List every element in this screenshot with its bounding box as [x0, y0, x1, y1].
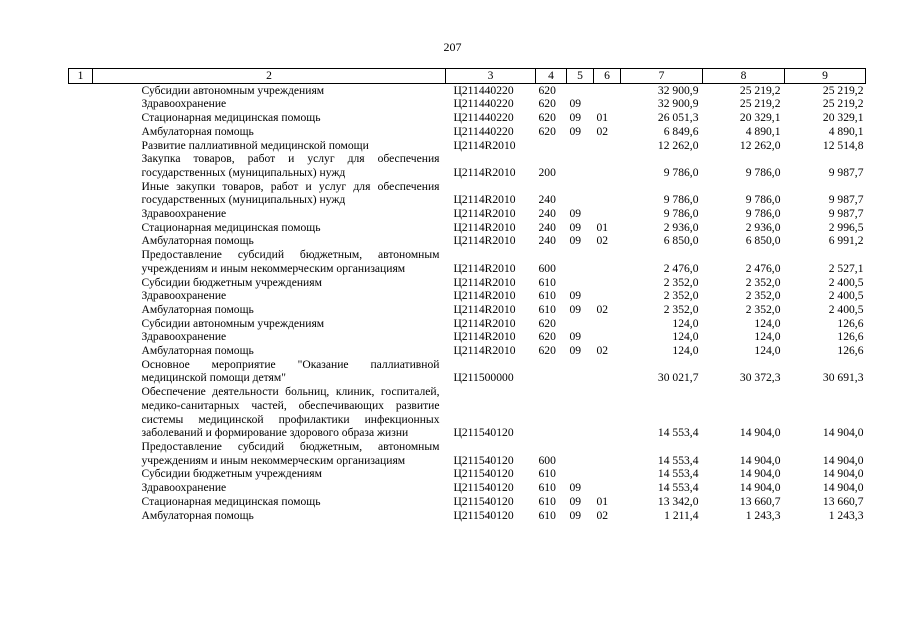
row-value-8: 2 352,0	[745, 275, 781, 289]
row-value-7: 30 021,7	[657, 371, 699, 385]
row-number	[69, 289, 93, 303]
row-name: Амбулаторная помощь	[141, 508, 254, 522]
row-number	[69, 248, 93, 275]
row-name: Стационарная медицинская помощь	[141, 220, 321, 234]
row-value-8: 2 936,0	[745, 220, 781, 234]
table-row	[69, 97, 866, 111]
row-section	[567, 248, 594, 275]
header-col-1: 1	[69, 69, 93, 84]
row-subsection: 02	[596, 234, 609, 248]
table-row	[69, 330, 866, 344]
row-code: Ц211440220	[453, 83, 514, 97]
table-row	[69, 495, 866, 509]
row-value-8: 25 219,2	[739, 83, 781, 97]
row-value-8: 124,0	[754, 330, 781, 344]
row-number	[69, 317, 93, 331]
row-value-9: 25 219,2	[822, 83, 864, 97]
row-name: Закупка товаров, работ и услуг для обеспечения государственных (муниципальных) нужд	[141, 152, 440, 179]
row-number	[69, 234, 93, 248]
row-value-7: 14 553,4	[657, 453, 699, 467]
row-value-8: 2 352,0	[745, 289, 781, 303]
header-col-3: 3	[446, 69, 536, 84]
row-value-7: 2 352,0	[663, 289, 699, 303]
row-value-7: 26 051,3	[657, 111, 699, 125]
row-value-9: 20 329,1	[822, 111, 864, 125]
row-value-8: 9 786,0	[745, 193, 781, 207]
row-section: 09	[569, 481, 582, 495]
page-number: 207	[443, 40, 462, 54]
row-value-7: 6 850,0	[663, 234, 699, 248]
row-value-7: 2 352,0	[663, 275, 699, 289]
row-section	[567, 358, 594, 385]
row-value-8: 12 262,0	[739, 138, 781, 152]
row-code: Ц2114R2010	[453, 275, 516, 289]
row-number	[69, 495, 93, 509]
row-subsection	[594, 276, 621, 290]
row-name: Субсидии автономным учреждениям	[141, 83, 325, 97]
row-subsection	[594, 180, 621, 207]
table-row	[69, 509, 866, 523]
row-code: Ц211540120	[453, 426, 514, 440]
row-section: 09	[569, 330, 582, 344]
table-row	[69, 289, 866, 303]
row-value-8: 124,0	[754, 316, 781, 330]
row-expense-type: 200	[538, 165, 556, 179]
row-value-8: 13 660,7	[739, 494, 781, 508]
row-value-9: 14 904,0	[822, 426, 864, 440]
row-expense-type: 620	[538, 330, 556, 344]
row-section: 09	[569, 344, 582, 358]
row-name: Здравоохранение	[141, 481, 227, 495]
row-name: Амбулаторная помощь	[141, 302, 254, 316]
row-section: 09	[569, 111, 582, 125]
table-row	[69, 276, 866, 290]
row-expense-type: 610	[538, 494, 556, 508]
header-col-4: 4	[536, 69, 567, 84]
header-row	[69, 69, 866, 84]
row-value-8: 2 352,0	[745, 302, 781, 316]
row-number	[69, 207, 93, 221]
row-name: Иные закупки товаров, работ и услуг для обеспечения государственных (муниципальных) нужд	[141, 179, 440, 207]
table-row	[69, 152, 866, 179]
header-col-9: 9	[785, 69, 866, 84]
row-value-9: 25 219,2	[822, 97, 864, 111]
row-value-9: 14 904,0	[822, 453, 864, 467]
row-subsection	[594, 83, 621, 97]
row-code: Ц2114R2010	[453, 193, 516, 207]
row-subsection	[594, 358, 621, 385]
row-value-7: 124,0	[672, 344, 699, 358]
table-row	[69, 111, 866, 125]
row-value-7: 1 211,4	[664, 508, 699, 522]
row-value-7: 14 553,4	[657, 481, 699, 495]
row-value-9: 9 987,7	[828, 193, 864, 207]
row-code: Ц211440220	[453, 111, 514, 125]
row-value-7: 124,0	[672, 316, 699, 330]
table-row	[69, 248, 866, 275]
header-col-5: 5	[567, 69, 594, 84]
row-value-7: 14 553,4	[657, 467, 699, 481]
header-col-8: 8	[703, 69, 785, 84]
row-value-9: 1 243,3	[828, 508, 864, 522]
row-section	[567, 385, 594, 440]
row-code: Ц2114R2010	[453, 289, 516, 303]
row-code: Ц2114R2010	[453, 138, 516, 152]
row-subsection: 01	[596, 111, 609, 125]
row-subsection: 02	[596, 508, 609, 522]
row-code: Ц2114R2010	[453, 220, 516, 234]
row-code: Ц211540120	[453, 453, 514, 467]
row-name: Обеспечение деятельности больниц, клиник, госпиталей, медико-санитарных частей, обеспечивающих развитие системы медицинской профилактики инфекционных заболеваний и формирование здорового образа жизни	[141, 385, 440, 440]
row-number	[69, 509, 93, 523]
row-value-7: 32 900,9	[657, 83, 699, 97]
row-code: Ц211540120	[453, 508, 514, 522]
row-name: Здравоохранение	[141, 207, 227, 221]
row-number	[69, 180, 93, 207]
row-value-9: 126,6	[837, 316, 864, 330]
row-value-7: 6 849,6	[663, 124, 699, 138]
row-section: 09	[569, 234, 582, 248]
row-value-8: 2 476,0	[745, 261, 781, 275]
row-expense-type: 240	[538, 193, 556, 207]
budget-table	[68, 68, 866, 522]
row-subsection	[594, 152, 621, 179]
row-code: Ц211440220	[453, 97, 514, 111]
row-value-9: 13 660,7	[822, 494, 864, 508]
row-value-9: 2 527,1	[828, 261, 864, 275]
row-value-9: 6 991,2	[828, 234, 864, 248]
row-number	[69, 139, 93, 153]
table-row	[69, 385, 866, 440]
row-section	[567, 139, 594, 153]
row-subsection: 02	[596, 302, 609, 316]
row-value-9: 14 904,0	[822, 467, 864, 481]
table-row	[69, 234, 866, 248]
row-code: Ц2114R2010	[453, 207, 516, 221]
row-subsection	[594, 289, 621, 303]
row-expense-type	[536, 139, 567, 153]
row-code: Ц2114R2010	[453, 344, 516, 358]
row-name: Основное мероприятие "Оказание паллиативной медицинской помощи детям"	[141, 357, 440, 385]
table-row	[69, 83, 866, 97]
row-value-9: 9 987,7	[828, 207, 864, 221]
row-code: Ц2114R2010	[453, 165, 516, 179]
row-number	[69, 97, 93, 111]
row-value-8: 9 786,0	[745, 165, 781, 179]
row-name: Амбулаторная помощь	[141, 344, 254, 358]
row-name: Субсидии бюджетным учреждениям	[141, 467, 322, 481]
row-number	[69, 467, 93, 481]
row-value-7: 9 786,0	[663, 193, 699, 207]
row-number	[69, 330, 93, 344]
table-row	[69, 303, 866, 317]
row-value-7: 9 786,0	[663, 165, 699, 179]
row-name: Стационарная медицинская помощь	[141, 494, 321, 508]
row-name: Амбулаторная помощь	[141, 124, 254, 138]
row-subsection	[594, 248, 621, 275]
header-col-7: 7	[621, 69, 703, 84]
row-value-8: 4 890,1	[745, 124, 781, 138]
row-expense-type: 610	[538, 481, 556, 495]
row-section	[567, 83, 594, 97]
row-value-8: 124,0	[754, 344, 781, 358]
row-number	[69, 152, 93, 179]
row-value-7: 13 342,0	[657, 494, 699, 508]
row-section	[567, 276, 594, 290]
row-section: 09	[569, 207, 582, 221]
row-code: Ц2114R2010	[453, 234, 516, 248]
row-name: Субсидии автономным учреждениям	[141, 316, 325, 330]
row-name: Здравоохранение	[141, 289, 227, 303]
row-name: Здравоохранение	[141, 97, 227, 111]
table-row	[69, 221, 866, 235]
row-value-7: 2 936,0	[663, 220, 699, 234]
table-row	[69, 207, 866, 221]
table-row	[69, 467, 866, 481]
row-number	[69, 358, 93, 385]
row-expense-type	[536, 385, 567, 440]
row-value-7: 12 262,0	[657, 138, 699, 152]
row-number	[69, 385, 93, 440]
row-section	[567, 317, 594, 331]
row-name: Предоставление субсидий бюджетным, автономным учреждениям и иным некоммерческим организациям	[141, 248, 440, 275]
row-value-7: 124,0	[672, 330, 699, 344]
row-value-8: 25 219,2	[739, 97, 781, 111]
row-number	[69, 440, 93, 467]
row-expense-type: 600	[538, 261, 556, 275]
row-number	[69, 303, 93, 317]
row-section	[567, 467, 594, 481]
row-value-8: 14 904,0	[739, 467, 781, 481]
row-value-8: 14 904,0	[739, 426, 781, 440]
row-expense-type: 620	[538, 83, 556, 97]
row-value-9: 2 400,5	[828, 289, 864, 303]
table-row	[69, 139, 866, 153]
row-code: Ц2114R2010	[453, 330, 516, 344]
row-value-8: 6 850,0	[745, 234, 781, 248]
row-value-8: 14 904,0	[739, 481, 781, 495]
row-value-9: 126,6	[837, 330, 864, 344]
row-subsection	[594, 207, 621, 221]
header-col-2: 2	[93, 69, 446, 84]
table-row	[69, 344, 866, 358]
table-row	[69, 440, 866, 467]
row-subsection	[594, 385, 621, 440]
row-value-9: 2 996,5	[828, 220, 864, 234]
row-value-8: 9 786,0	[745, 207, 781, 221]
row-number	[69, 276, 93, 290]
row-expense-type: 620	[538, 344, 556, 358]
row-code: Ц2114R2010	[453, 302, 516, 316]
row-code: Ц2114R2010	[453, 261, 516, 275]
row-expense-type	[536, 358, 567, 385]
row-value-9: 126,6	[837, 344, 864, 358]
row-section: 09	[569, 124, 582, 138]
row-section	[567, 180, 594, 207]
row-section: 09	[569, 220, 582, 234]
row-section: 09	[569, 302, 582, 316]
row-value-7: 9 786,0	[663, 207, 699, 221]
row-subsection	[594, 317, 621, 331]
table-row	[69, 180, 866, 207]
row-number	[69, 125, 93, 139]
row-number	[69, 344, 93, 358]
row-expense-type: 610	[538, 289, 556, 303]
row-subsection	[594, 481, 621, 495]
row-value-9: 2 400,5	[828, 302, 864, 316]
row-section	[567, 440, 594, 467]
row-section: 09	[569, 289, 582, 303]
row-number	[69, 111, 93, 125]
row-subsection	[594, 467, 621, 481]
row-code: Ц211500000	[453, 371, 514, 385]
row-value-7: 32 900,9	[657, 97, 699, 111]
row-subsection: 01	[596, 494, 609, 508]
row-section: 09	[569, 508, 582, 522]
row-value-7: 2 352,0	[663, 302, 699, 316]
row-value-8: 20 329,1	[739, 111, 781, 125]
row-value-8: 14 904,0	[739, 453, 781, 467]
table-row	[69, 125, 866, 139]
row-code: Ц211540120	[453, 467, 514, 481]
row-expense-type: 240	[538, 220, 556, 234]
row-subsection	[594, 440, 621, 467]
row-number	[69, 83, 93, 97]
row-subsection: 02	[596, 124, 609, 138]
row-expense-type: 620	[538, 111, 556, 125]
row-subsection: 01	[596, 220, 609, 234]
row-value-9: 30 691,3	[822, 371, 864, 385]
row-section	[567, 152, 594, 179]
row-code: Ц211440220	[453, 124, 514, 138]
row-expense-type: 240	[538, 234, 556, 248]
row-name: Амбулаторная помощь	[141, 234, 254, 248]
row-expense-type: 620	[538, 124, 556, 138]
row-name: Субсидии бюджетным учреждениям	[141, 275, 322, 289]
row-subsection	[594, 330, 621, 344]
row-name: Здравоохранение	[141, 330, 227, 344]
row-subsection: 02	[596, 344, 609, 358]
table-row	[69, 317, 866, 331]
row-code: Ц211540120	[453, 494, 514, 508]
row-value-9: 2 400,5	[828, 275, 864, 289]
row-expense-type: 620	[538, 97, 556, 111]
row-value-9: 12 514,8	[822, 138, 864, 152]
row-expense-type: 610	[538, 302, 556, 316]
header-col-6: 6	[594, 69, 621, 84]
row-name: Стационарная медицинская помощь	[141, 111, 321, 125]
row-value-9: 14 904,0	[822, 481, 864, 495]
row-expense-type: 610	[538, 508, 556, 522]
row-value-7: 2 476,0	[663, 261, 699, 275]
row-value-9: 4 890,1	[828, 124, 864, 138]
row-value-9: 9 987,7	[828, 165, 864, 179]
row-number	[69, 481, 93, 495]
row-code: Ц211540120	[453, 481, 514, 495]
row-value-8: 1 243,3	[745, 508, 781, 522]
row-value-8: 30 372,3	[739, 371, 781, 385]
row-value-7: 14 553,4	[657, 426, 699, 440]
table-row	[69, 358, 866, 385]
row-expense-type: 240	[538, 207, 556, 221]
row-section: 09	[569, 97, 582, 111]
row-section: 09	[569, 494, 582, 508]
row-name: Развитие паллиативной медицинской помощи	[141, 138, 369, 152]
table-row	[69, 481, 866, 495]
row-number	[69, 221, 93, 235]
row-subsection	[594, 139, 621, 153]
row-code: Ц2114R2010	[453, 316, 516, 330]
row-name: Предоставление субсидий бюджетным, автономным учреждениям и иным некоммерческим организациям	[141, 439, 440, 467]
row-expense-type: 610	[538, 467, 556, 481]
row-subsection	[594, 97, 621, 111]
row-expense-type: 620	[538, 316, 556, 330]
row-expense-type: 610	[538, 275, 556, 289]
row-expense-type: 600	[538, 453, 556, 467]
